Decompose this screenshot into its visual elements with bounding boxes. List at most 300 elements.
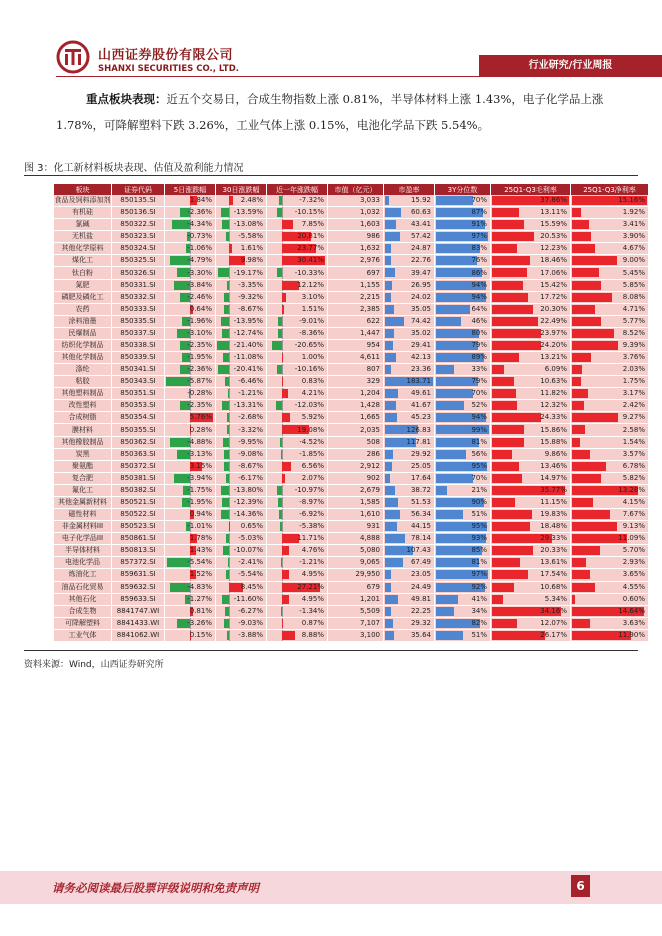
security-code-cell: 850332.SI xyxy=(112,291,164,303)
net-margin-cell xyxy=(571,484,648,496)
change-30d-value: 0.65% xyxy=(240,522,263,531)
change-30d-bar xyxy=(222,595,229,604)
gross-margin-value: 17.06% xyxy=(540,268,567,277)
market-cap-cell: 1,665 xyxy=(328,411,383,423)
pe-percentile-cell xyxy=(435,230,490,242)
change-1y-axis xyxy=(282,195,283,206)
change-1y-value: -4.52% xyxy=(299,437,324,446)
change-30d-axis xyxy=(229,630,230,641)
net-margin-cell xyxy=(571,242,648,254)
net-margin-bar xyxy=(572,546,600,555)
change-1y-cell xyxy=(267,544,327,556)
change-30d-cell xyxy=(216,195,266,206)
pe-ratio-cell xyxy=(384,387,434,399)
net-margin-bar xyxy=(572,401,584,410)
change-1y-value: 2.07% xyxy=(301,473,324,482)
change-1y-bar xyxy=(282,474,285,483)
pe-percentile-cell xyxy=(435,327,490,339)
pe-percentile-bar xyxy=(436,607,454,616)
table-row xyxy=(54,375,648,387)
change-30d-value: -3.32% xyxy=(238,425,263,434)
market-cap-cell: 3,100 xyxy=(328,629,383,641)
market-cap-cell: 4,888 xyxy=(328,532,383,544)
market-cap-cell: 1,032 xyxy=(328,206,383,218)
change-5d-value: -3.26% xyxy=(187,618,212,627)
pe-ratio-value: 42.13 xyxy=(410,353,431,362)
column-header: 25Q1-Q3净利率 xyxy=(571,184,648,195)
market-cap-cell: 7,107 xyxy=(328,617,383,629)
change-1y-bar xyxy=(278,317,282,326)
net-margin-bar xyxy=(572,377,581,386)
change-30d-cell xyxy=(216,218,266,230)
change-1y-value: -10.97% xyxy=(294,485,324,494)
change-30d-bar xyxy=(226,232,229,241)
gross-margin-cell xyxy=(491,387,570,399)
change-30d-cell xyxy=(216,327,266,339)
sector-name-cell: 粘胶 xyxy=(54,375,111,387)
security-code-cell: 8841747.WI xyxy=(112,605,164,617)
pe-ratio-cell xyxy=(384,339,434,351)
market-cap-cell: 2,976 xyxy=(328,254,383,266)
pe-ratio-value: 49.81 xyxy=(410,594,431,603)
pe-percentile-value: 80% xyxy=(471,328,487,337)
change-30d-bar xyxy=(223,353,229,362)
market-cap-cell: 5,080 xyxy=(328,544,383,556)
security-code-cell: 850326.SI xyxy=(112,266,164,278)
net-margin-value: 13.28% xyxy=(618,485,645,494)
pe-ratio-value: 78.14 xyxy=(410,534,431,543)
change-1y-bar xyxy=(276,401,282,410)
change-5d-value: -2.35% xyxy=(187,340,212,349)
pe-percentile-cell xyxy=(435,266,490,278)
pe-ratio-value: 60.63 xyxy=(410,208,431,217)
net-margin-value: 9.13% xyxy=(622,522,645,531)
change-5d-value: -1.27% xyxy=(187,594,212,603)
net-margin-cell xyxy=(571,411,648,423)
gross-margin-cell xyxy=(491,375,570,387)
change-30d-value: -2.41% xyxy=(238,558,263,567)
pe-percentile-value: 94% xyxy=(471,292,487,301)
company-name-cn: 山西证券股份有限公司 xyxy=(98,48,234,63)
change-1y-bar xyxy=(277,268,282,277)
pe-ratio-bar xyxy=(385,353,396,362)
pe-ratio-value: 35.64 xyxy=(410,630,431,639)
gross-margin-value: 12.23% xyxy=(540,244,567,253)
table-row xyxy=(54,279,648,291)
change-1y-bar xyxy=(282,220,293,229)
change-5d-value: 1.78% xyxy=(189,534,212,543)
market-cap-cell: 4,611 xyxy=(328,351,383,363)
table-row xyxy=(54,327,648,339)
pe-percentile-cell xyxy=(435,532,490,544)
pe-percentile-value: 79% xyxy=(471,377,487,386)
gross-margin-value: 23.97% xyxy=(540,328,567,337)
net-margin-cell xyxy=(571,279,648,291)
change-1y-value: 4.76% xyxy=(301,546,324,555)
change-1y-axis xyxy=(282,521,283,532)
sector-name-cell: 其他橡胶制品 xyxy=(54,436,111,448)
sector-name-cell: 其他石化 xyxy=(54,593,111,605)
pe-ratio-cell xyxy=(384,399,434,411)
sector-name-cell: 农药 xyxy=(54,303,111,315)
pe-ratio-cell xyxy=(384,303,434,315)
change-30d-cell xyxy=(216,387,266,399)
sector-name-cell: 涤纶 xyxy=(54,363,111,375)
change-30d-bar xyxy=(228,389,229,398)
pe-percentile-bar xyxy=(436,510,463,519)
pe-percentile-bar xyxy=(436,631,463,640)
net-margin-bar xyxy=(572,522,617,531)
pe-ratio-cell xyxy=(384,375,434,387)
security-code-cell: 850343.SI xyxy=(112,375,164,387)
gross-margin-bar xyxy=(492,341,541,350)
change-30d-bar xyxy=(225,377,229,386)
pe-ratio-value: 107.43 xyxy=(406,546,431,555)
security-code-cell: 850813.SI xyxy=(112,544,164,556)
security-code-cell: 850339.SI xyxy=(112,351,164,363)
security-code-cell: 850338.SI xyxy=(112,339,164,351)
net-margin-cell xyxy=(571,617,648,629)
column-header: 30日涨跌幅 xyxy=(216,184,266,195)
table-row xyxy=(54,508,648,520)
gross-margin-value: 11.82% xyxy=(540,389,567,398)
change-5d-cell xyxy=(165,291,215,303)
pe-percentile-value: 94% xyxy=(471,280,487,289)
change-30d-value: -5.54% xyxy=(238,570,263,579)
pe-ratio-cell xyxy=(384,581,434,593)
change-30d-bar xyxy=(224,462,229,471)
pe-ratio-bar xyxy=(385,389,398,398)
pe-percentile-cell xyxy=(435,315,490,327)
net-margin-bar xyxy=(572,305,595,314)
net-margin-value: 9.00% xyxy=(622,256,645,265)
pe-percentile-value: 83% xyxy=(471,244,487,253)
table-row xyxy=(54,448,648,460)
change-1y-cell xyxy=(267,363,327,375)
pe-percentile-value: 89% xyxy=(471,353,487,362)
change-1y-cell xyxy=(267,279,327,291)
pe-percentile-cell xyxy=(435,339,490,351)
net-margin-value: 4.67% xyxy=(622,244,645,253)
sector-name-cell: 食品及饲料添加剂 xyxy=(54,195,111,206)
pe-ratio-value: 183.71 xyxy=(406,377,431,386)
gross-margin-bar xyxy=(492,208,519,217)
change-30d-bar xyxy=(217,341,229,350)
gross-margin-value: 9.86% xyxy=(544,449,567,458)
change-30d-value: -9.03% xyxy=(238,618,263,627)
pe-percentile-cell xyxy=(435,448,490,460)
pe-ratio-value: 24.87 xyxy=(410,244,431,253)
net-margin-bar xyxy=(572,341,618,350)
change-1y-axis xyxy=(282,340,283,351)
change-30d-cell xyxy=(216,472,266,484)
pe-ratio-cell xyxy=(384,629,434,641)
net-margin-value: 5.45% xyxy=(622,268,645,277)
change-1y-value: -1.21% xyxy=(299,558,324,567)
net-margin-cell xyxy=(571,387,648,399)
change-30d-bar xyxy=(218,365,229,374)
gross-margin-bar xyxy=(492,377,514,386)
change-30d-value: -13.31% xyxy=(233,401,263,410)
pe-percentile-cell xyxy=(435,291,490,303)
table-row xyxy=(54,266,648,278)
sector-name-cell: 磁性材料 xyxy=(54,508,111,520)
pe-percentile-cell xyxy=(435,195,490,206)
gross-margin-cell xyxy=(491,242,570,254)
gross-margin-cell xyxy=(491,460,570,472)
market-cap-cell: 2,215 xyxy=(328,291,383,303)
gross-margin-bar xyxy=(492,353,519,362)
net-margin-cell xyxy=(571,472,648,484)
change-30d-axis xyxy=(229,606,230,617)
pe-ratio-value: 29.32 xyxy=(410,618,431,627)
pe-percentile-bar xyxy=(436,401,464,410)
net-margin-bar xyxy=(572,462,606,471)
change-1y-cell xyxy=(267,254,327,266)
change-1y-bar xyxy=(280,438,282,447)
net-margin-cell xyxy=(571,195,648,206)
net-margin-bar xyxy=(572,365,582,374)
change-5d-cell xyxy=(165,230,215,242)
pe-ratio-value: 43.41 xyxy=(410,220,431,229)
net-margin-bar xyxy=(572,438,580,447)
pe-ratio-bar xyxy=(385,401,396,410)
change-5d-value: -2.46% xyxy=(187,292,212,301)
change-1y-value: -10.16% xyxy=(294,365,324,374)
change-5d-cell xyxy=(165,195,215,206)
change-30d-axis xyxy=(229,594,230,605)
gross-margin-bar xyxy=(492,425,524,434)
change-30d-bar xyxy=(224,293,229,302)
pe-ratio-value: 38.72 xyxy=(410,485,431,494)
pe-percentile-value: 94% xyxy=(471,413,487,422)
gross-margin-bar xyxy=(492,462,519,471)
change-1y-cell xyxy=(267,206,327,218)
change-30d-cell xyxy=(216,593,266,605)
gross-margin-value: 17.54% xyxy=(540,570,567,579)
gross-margin-value: 26.17% xyxy=(540,630,567,639)
sector-name-cell: 氮肥 xyxy=(54,279,111,291)
sector-name-cell: 油品石化贸易 xyxy=(54,581,111,593)
change-30d-cell xyxy=(216,556,266,568)
pe-ratio-value: 35.02 xyxy=(410,328,431,337)
pe-ratio-bar xyxy=(385,498,398,507)
change-1y-axis xyxy=(282,497,283,508)
table-row xyxy=(54,411,648,423)
sector-name-cell: 合成生物 xyxy=(54,605,111,617)
pe-percentile-value: 41% xyxy=(471,594,487,603)
change-1y-cell xyxy=(267,291,327,303)
change-1y-bar xyxy=(282,377,283,386)
change-1y-cell xyxy=(267,617,327,629)
change-1y-value: 5.92% xyxy=(301,413,324,422)
net-margin-cell xyxy=(571,218,648,230)
change-1y-cell xyxy=(267,375,327,387)
change-5d-value: -2.35% xyxy=(187,401,212,410)
change-1y-value: 1.00% xyxy=(301,353,324,362)
security-code-cell: 8841433.WI xyxy=(112,617,164,629)
change-1y-bar xyxy=(277,365,282,374)
change-1y-cell xyxy=(267,351,327,363)
change-1y-cell xyxy=(267,629,327,641)
pe-ratio-cell xyxy=(384,568,434,580)
change-30d-bar xyxy=(226,570,229,579)
net-margin-value: 4.71% xyxy=(622,304,645,313)
pe-ratio-value: 67.49 xyxy=(410,558,431,567)
change-5d-cell xyxy=(165,242,215,254)
change-5d-value: 3.15% xyxy=(189,461,212,470)
column-header: 3Y分位数 xyxy=(435,184,490,195)
pe-ratio-value: 23.05 xyxy=(410,570,431,579)
market-cap-cell: 29,950 xyxy=(328,568,383,580)
pe-ratio-cell xyxy=(384,532,434,544)
pe-percentile-cell xyxy=(435,544,490,556)
net-margin-value: 15.16% xyxy=(618,196,645,205)
change-1y-cell xyxy=(267,520,327,532)
change-5d-cell xyxy=(165,484,215,496)
pe-percentile-bar xyxy=(436,305,470,314)
change-1y-cell xyxy=(267,327,327,339)
change-30d-value: -21.40% xyxy=(233,340,263,349)
pe-ratio-cell xyxy=(384,617,434,629)
pe-ratio-bar xyxy=(385,450,393,459)
table-row xyxy=(54,363,648,375)
change-30d-bar xyxy=(222,329,229,338)
net-margin-bar xyxy=(572,220,589,229)
sector-name-cell: 其他化学制品 xyxy=(54,351,111,363)
column-header: 近一年涨跌幅 xyxy=(267,184,327,195)
change-5d-cell xyxy=(165,593,215,605)
change-30d-axis xyxy=(229,412,230,423)
change-30d-bar xyxy=(228,558,229,567)
change-30d-cell xyxy=(216,291,266,303)
change-30d-bar xyxy=(221,208,229,217)
change-30d-bar xyxy=(226,474,229,483)
net-margin-bar xyxy=(572,595,575,604)
pe-percentile-cell xyxy=(435,568,490,580)
net-margin-value: 2.93% xyxy=(622,558,645,567)
change-5d-value: 1.43% xyxy=(189,546,212,555)
change-30d-value: -13.08% xyxy=(233,220,263,229)
pe-ratio-cell xyxy=(384,556,434,568)
change-30d-bar xyxy=(222,401,229,410)
gross-margin-cell xyxy=(491,423,570,435)
summary-paragraph xyxy=(56,86,616,138)
net-margin-value: 2.58% xyxy=(622,425,645,434)
table-row xyxy=(54,520,648,532)
change-5d-cell xyxy=(165,339,215,351)
security-code-cell: 850324.SI xyxy=(112,242,164,254)
change-30d-cell xyxy=(216,279,266,291)
gross-margin-cell xyxy=(491,556,570,568)
change-5d-cell xyxy=(165,508,215,520)
sector-table xyxy=(53,184,649,641)
change-1y-bar xyxy=(282,305,284,314)
change-1y-value: 8.88% xyxy=(301,630,324,639)
net-margin-bar xyxy=(572,256,617,265)
table-row xyxy=(54,484,648,496)
gross-margin-value: 20.33% xyxy=(540,546,567,555)
change-5d-cell xyxy=(165,387,215,399)
net-margin-value: 9.27% xyxy=(622,413,645,422)
change-1y-bar xyxy=(278,329,282,338)
gross-margin-cell xyxy=(491,266,570,278)
sector-name-cell: 半导体材料 xyxy=(54,544,111,556)
pe-percentile-value: 70% xyxy=(471,473,487,482)
pe-ratio-bar xyxy=(385,281,392,290)
change-1y-value: -5.38% xyxy=(299,522,324,531)
net-margin-cell xyxy=(571,568,648,580)
change-5d-cell xyxy=(165,279,215,291)
pe-ratio-cell xyxy=(384,448,434,460)
security-code-cell: 850136.SI xyxy=(112,206,164,218)
net-margin-bar xyxy=(572,389,588,398)
change-5d-value: -5.54% xyxy=(187,558,212,567)
pe-percentile-cell xyxy=(435,363,490,375)
market-cap-cell: 697 xyxy=(328,266,383,278)
net-margin-cell xyxy=(571,254,648,266)
gross-margin-value: 14.97% xyxy=(540,473,567,482)
pe-percentile-value: 99% xyxy=(471,425,487,434)
change-1y-axis xyxy=(282,449,283,460)
change-30d-value: -13.80% xyxy=(233,485,263,494)
change-30d-value: -9.08% xyxy=(238,449,263,458)
change-1y-cell xyxy=(267,315,327,327)
change-1y-value: 19.08% xyxy=(297,425,324,434)
pe-percentile-cell xyxy=(435,484,490,496)
pe-percentile-cell xyxy=(435,423,490,435)
column-header: 板块 xyxy=(54,184,111,195)
change-30d-value: -5.03% xyxy=(238,534,263,543)
gross-margin-bar xyxy=(492,293,528,302)
gross-margin-value: 12.07% xyxy=(540,618,567,627)
change-30d-bar xyxy=(227,631,229,640)
change-30d-bar xyxy=(224,619,229,628)
change-5d-value: -4.83% xyxy=(187,582,212,591)
pe-ratio-bar xyxy=(385,196,389,205)
change-1y-value: 27.21% xyxy=(297,582,324,591)
sector-name-cell: 民爆制品 xyxy=(54,327,111,339)
change-1y-value: 12.12% xyxy=(297,280,324,289)
pe-ratio-value: 24.49 xyxy=(410,582,431,591)
pe-percentile-cell xyxy=(435,472,490,484)
change-1y-axis xyxy=(282,267,283,278)
gross-margin-bar xyxy=(492,281,523,290)
footer-disclaimer: 请务必阅读最后股票评级说明和免责声明 xyxy=(52,881,259,895)
pe-percentile-bar xyxy=(436,474,473,483)
change-30d-value: 8.45% xyxy=(240,582,263,591)
change-30d-cell xyxy=(216,496,266,508)
change-5d-cell xyxy=(165,581,215,593)
security-code-cell: 850322.SI xyxy=(112,218,164,230)
sector-name-cell: 无机盐 xyxy=(54,230,111,242)
table-row xyxy=(54,351,648,363)
change-5d-value: 0.28% xyxy=(189,425,212,434)
change-30d-bar xyxy=(222,220,229,229)
gross-margin-value: 5.34% xyxy=(544,594,567,603)
change-1y-cell xyxy=(267,472,327,484)
net-margin-cell xyxy=(571,375,648,387)
net-margin-bar xyxy=(572,281,601,290)
change-30d-bar xyxy=(222,498,229,507)
change-5d-value: 0.81% xyxy=(189,606,212,615)
change-30d-value: -2.68% xyxy=(238,413,263,422)
gross-margin-bar xyxy=(492,401,517,410)
net-margin-value: 1.54% xyxy=(622,437,645,446)
change-5d-cell xyxy=(165,436,215,448)
change-1y-axis xyxy=(282,207,283,218)
change-1y-value: -9.01% xyxy=(299,316,324,325)
